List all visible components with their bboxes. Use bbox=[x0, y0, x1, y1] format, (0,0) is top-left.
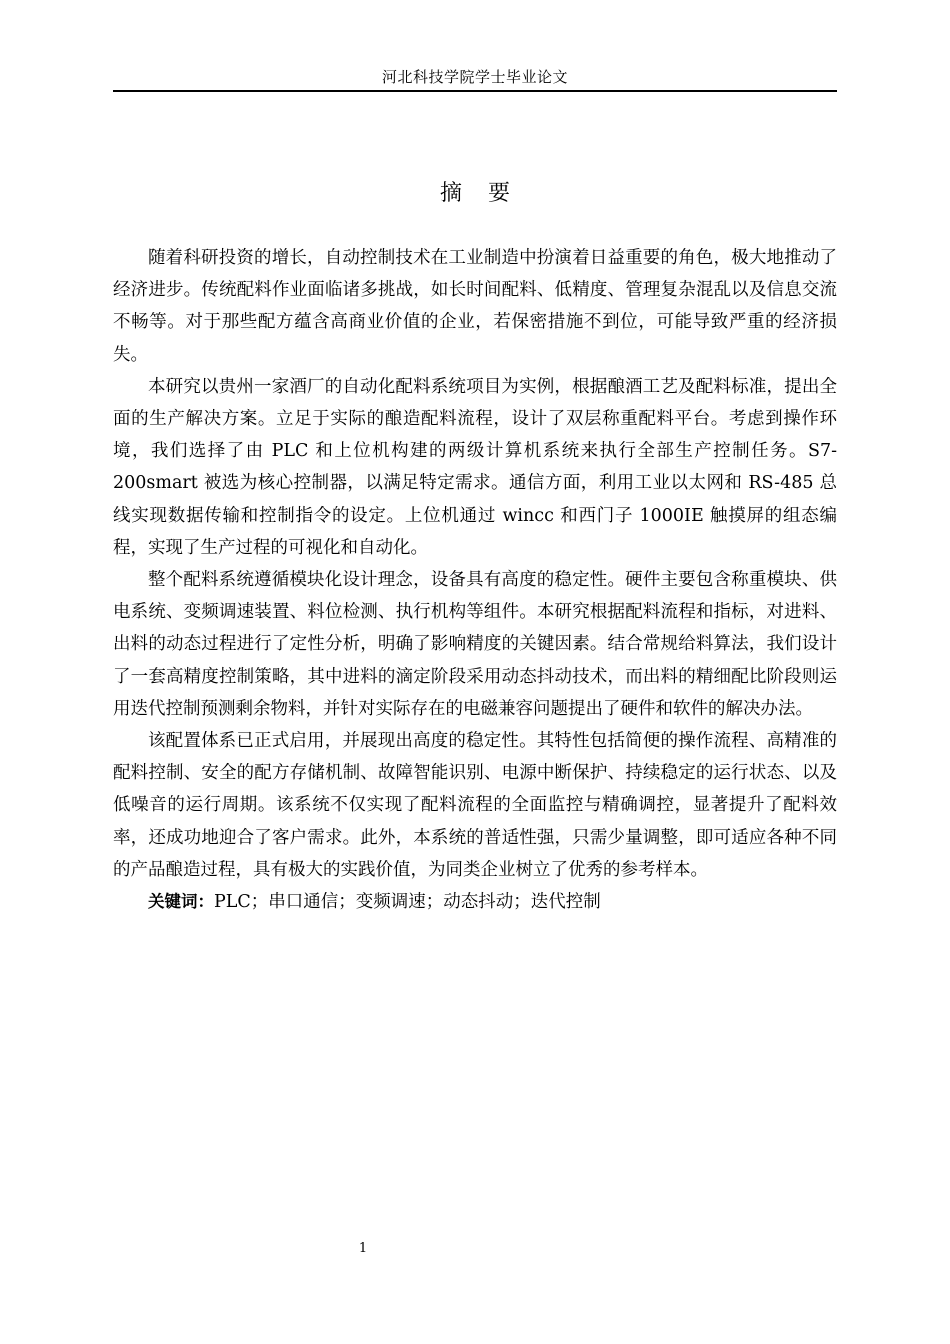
page-number: 1 bbox=[358, 1241, 368, 1256]
abstract-paragraph-2: 本研究以贵州一家酒厂的自动化配料系统项目为实例，根据酿酒工艺及配料标准，提出全面的生产解决方案。立足于实际的酿造配料流程，设计了双层称重配料平台。考虑到操作环境，我们选择了由 PLC 和上位机构建的两级计算机系统来执行全部生产控制任务。S7-200smart 被选为核心控制器，以满足特定需求。通信方面，利用工业以太网和 RS-485 总线实现数据传输和控制指令的设定。上位机通过 wincc 和西门子 1000IE 触摸屏的组态编程，实现了生产过程的可视化和自动化。 bbox=[113, 376, 837, 558]
abstract-paragraph-1: 随着科研投资的增长，自动控制技术在工业制造中扮演着日益重要的角色，极大地推动了经济进步。传统配料作业面临诸多挑战，如长时间配料、低精度、管理复杂混乱以及信息交流不畅等。对于那些配方蕴含高商业价值的企业，若保密措施不到位，可能导致严重的经济损失。 bbox=[113, 248, 837, 365]
header-title: 河北科技学院学士毕业论文 bbox=[381, 68, 568, 86]
keywords-list: PLC；串口通信；变频调速；动态抖动；迭代控制 bbox=[214, 892, 601, 913]
keywords-label: 关键词： bbox=[148, 892, 214, 912]
abstract-paragraph-4: 该配置体系已正式启用，并展现出高度的稳定性。其特性包括简便的操作流程、高精准的配料控制、安全的配方存储机制、故障智能识别、电源中断保护、持续稳定的运行状态、以及低噪音的运行周期。该系统不仅实现了配料流程的全面监控与精确调控，显著提升了配料效率，还成功地迎合了客户需求。此外，本系统的普适性强，只需少量调整，即可适应各种不同的产品酿造过程，具有极大的实践价值，为同类企业树立了优秀的参考样本。 bbox=[113, 731, 837, 880]
abstract-title: 摘要 bbox=[439, 181, 536, 206]
abstract-paragraph-3: 整个配料系统遵循模块化设计理念，设备具有高度的稳定性。硬件主要包含称重模块、供电系统、变频调速装置、料位检测、执行机构等组件。本研究根据配料流程和指标，对进料、出料的动态过程进行了定性分析，明确了影响精度的关键因素。结合常规给料算法，我们设计了一套高精度控制策略，其中进料的滴定阶段采用动态抖动技术，而出料的精细配比阶段则运用迭代控制预测剩余物料，并针对实际存在的电磁兼容问题提出了硬件和软件的解决办法。 bbox=[113, 570, 837, 719]
page-header bbox=[113, 64, 837, 92]
keywords-line bbox=[113, 886, 837, 918]
abstract-body bbox=[113, 242, 837, 918]
